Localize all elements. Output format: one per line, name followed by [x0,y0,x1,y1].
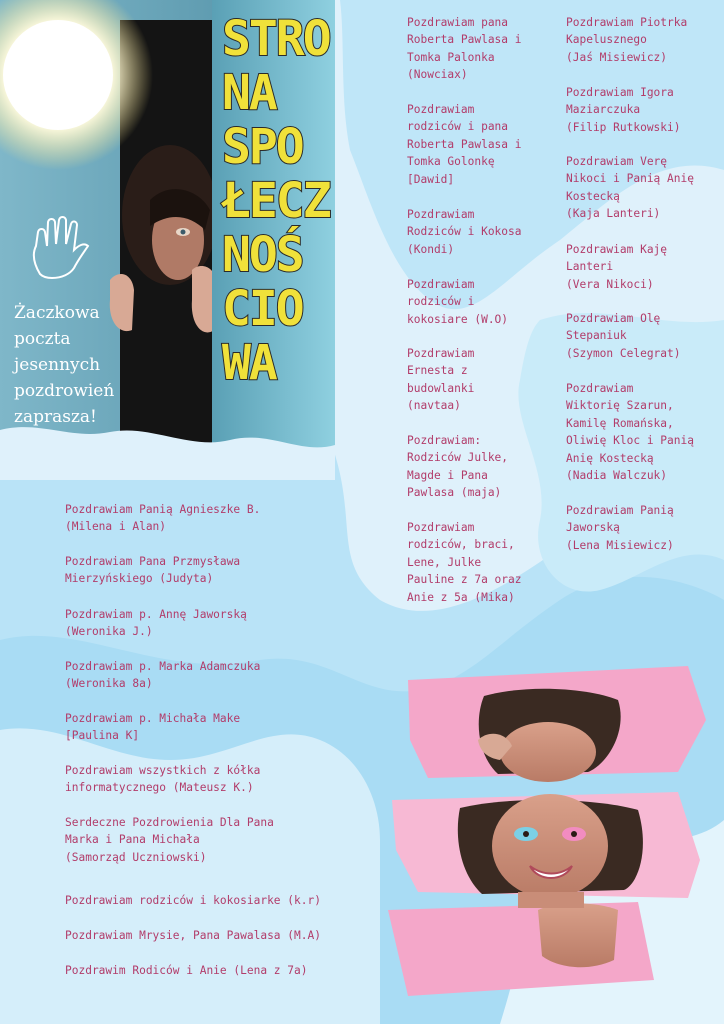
greeting-message: Pozdrawiam Mrysie, Pana Pawalasa (M.A) [65,929,321,942]
greeting-message: Pozdrawiam rodziców, braci, Lene, Julke Pauline z 7a oraz Anie z 5a (Mika) [407,521,522,604]
title-line: STRO [222,11,330,67]
greeting-message: Pozdrawiam Verę Nikoci i Panią Anię Kostecką (Kaja Lanteri) [566,155,694,221]
invite-line: jesennych [14,355,101,375]
greeting-message: Pozdrawiam Kaję Lanteri (Vera Nikoci) [566,243,668,291]
invite-line: zaprasza! [14,407,97,427]
greeting-message: Pozdrawiam Panią Jaworską (Lena Misiewicz) [566,504,674,552]
title-line: WA [222,335,276,391]
title-line: NOŚ [222,227,303,283]
invite-line: poczta [14,329,71,349]
greeting-message: Pozdrawiam rodziców i kokosiare (W.O) [407,278,509,326]
title-line: CIO [222,281,303,337]
invite-line: Żaczkowa [14,303,100,323]
title-line: SPO [222,119,303,175]
greeting-message: Pozdrawiam Pana Przmysława Mierzyńskiego (Judyta) [65,555,241,586]
greeting-message: Pozdrawiam p. Michała Make [Paulina K] [65,712,241,743]
greeting-message: Pozdrawiam Wiktorię Szarun, Kamilę Romańska, Oliwię Kloc i Panią Anię Kostecką (Nadia Walczuk) [566,382,694,483]
greeting-message: Pozdrawiam rodziców i kokosiarke (k.r) [65,894,321,907]
poster-title [222,12,382,390]
title-line: NA [222,65,276,121]
greeting-message: Pozdrawiam Ernesta z budowlanki (navtaa) [407,347,475,413]
greeting-message: Pozdrawiam Igora Maziarczuka (Filip Rutkowski) [566,86,681,134]
greeting-message: Pozdrawiam Rodziców i Kokosa (Kondi) [407,208,522,256]
greeting-message: Pozdrawim Rodiców i Anie (Lena z 7a) [65,964,308,977]
greeting-message: Pozdrawiam Panią Agnieszke B. (Milena i Alan) [65,503,261,534]
greeting-message: Pozdrawiam pana Roberta Pawlasa i Tomka Palonka (Nowciax) [407,16,522,82]
greeting-message: Pozdrawiam p. Marka Adamczuka (Weronika 8a) [65,660,261,691]
greeting-message: Serdeczne Pozdrowienia Dla Pana Marka i Pana Michała (Samorząd Uczniowski) [65,816,274,864]
greeting-message: Pozdrawiam Piotrka Kapelusznego (Jaś Misiewicz) [566,16,688,64]
greeting-message: Pozdrawiam Olę Stepaniuk (Szymon Celegrat) [566,312,681,360]
invite-line: pozdrowień [14,381,115,401]
hand-icon [26,212,98,284]
greeting-message: Pozdrawiam rodziców i pana Roberta Pawlasa i Tomka Golonkę [Dawid] [407,103,522,186]
greeting-message: Pozdrawiam wszystkich z kółka informatycznego (Mateusz K.) [65,764,261,795]
torn-paper-portrait [388,660,724,1000]
greeting-message: Pozdrawiam: Rodziców Julke, Magde i Pana Pawlasa (maja) [407,434,509,500]
title-line: ŁECZ [222,173,330,229]
invitation-text [14,300,134,430]
greeting-message: Pozdrawiam p. Annę Jaworską (Weronika J.) [65,608,247,639]
